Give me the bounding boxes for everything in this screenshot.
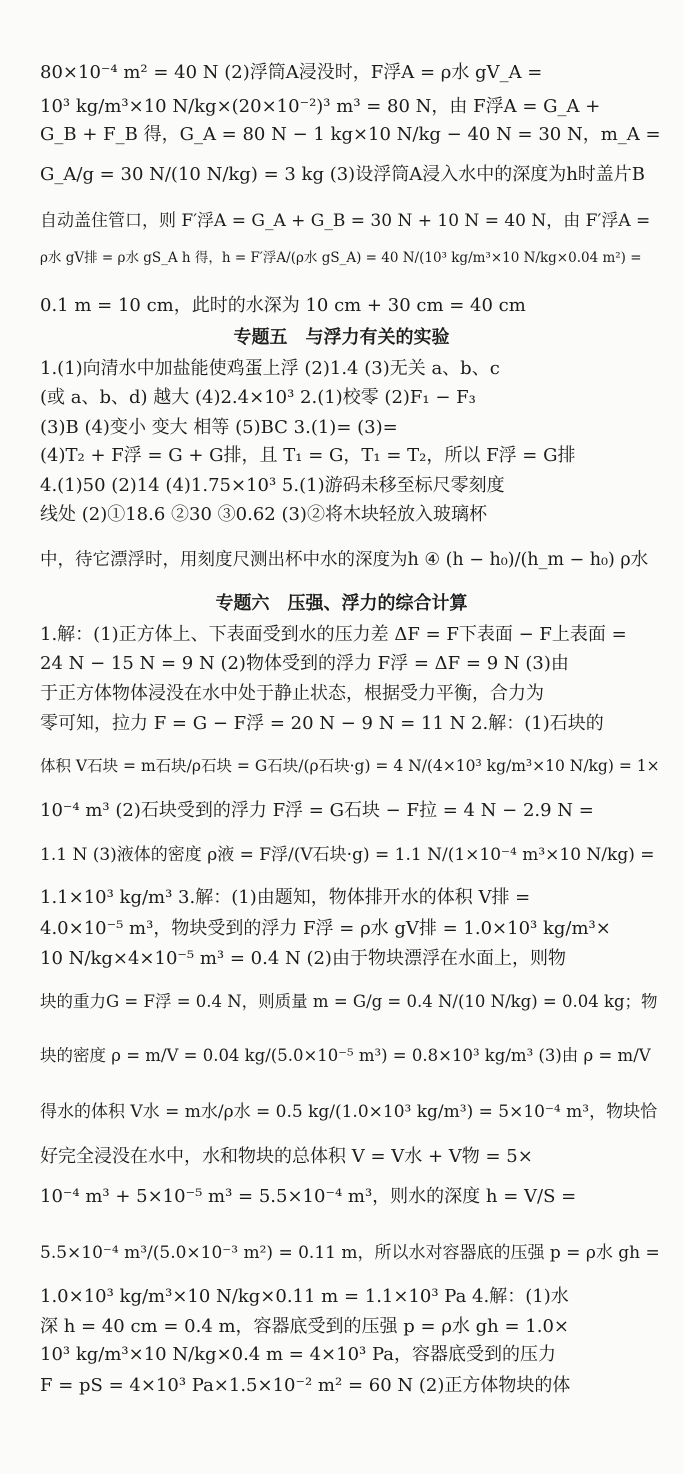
- section-heading-5: 专题五 与浮力有关的实验: [233, 327, 450, 348]
- text-line: 块的重力G = F浮 = 0.4 N，则质量 m = G/g = 0.4 N/(10 N/kg) = 0.04 kg；物: [40, 992, 658, 1011]
- text-line: 中，待它漂浮时，用刻度尺测出杯中水的深度为h ④ (h − h₀)/(h_m − h₀) ρ水: [40, 550, 649, 570]
- text-line: G_A/g = 30 N/(10 N/kg) = 3 kg (3)设浮筒A浸入水中的深度为h时盖片B: [40, 164, 646, 185]
- text-line: 块的密度 ρ = m/V = 0.04 kg/(5.0×10⁻⁵ m³) = 0.8×10³ kg/m³ (3)由 ρ = m/V: [40, 1046, 651, 1065]
- text-line: 0.1 m = 10 cm，此时的水深为 10 cm + 30 cm = 40 cm: [40, 295, 526, 316]
- text-line: 80×10⁻⁴ m² = 40 N (2)浮筒A浸没时，F浮A = ρ水 gV_A =: [40, 62, 543, 83]
- text-line: 于正方体物体浸没在水中处于静止状态，根据受力平衡，合力为: [40, 683, 544, 704]
- text-line: 深 h = 40 cm = 0.4 m，容器底受到的压强 p = ρ水 gh = 1.0×: [40, 1316, 569, 1337]
- text-line: 10⁻⁴ m³ (2)石块受到的浮力 F浮 = G石块 − F拉 = 4 N − 2.9 N =: [40, 800, 594, 821]
- text-line: 好完全浸没在水中，水和物块的总体积 V = V水 + V物 = 5×: [40, 1146, 533, 1167]
- text-line: (4)T₂ + F浮 = G + G排，且 T₁ = G，T₁ = T₂，所以 F浮 = G排: [40, 445, 576, 466]
- text-line: 1.1 N (3)液体的密度 ρ液 = F浮/(V石块·g) = 1.1 N/(1×10⁻⁴ m³×10 N/kg) =: [40, 845, 655, 865]
- text-line: 得水的体积 V水 = m水/ρ水 = 0.5 kg/(1.0×10³ kg/m³) = 5×10⁻⁴ m³，物块恰: [40, 1102, 658, 1122]
- text-line: 1.0×10³ kg/m³×10 N/kg×0.11 m = 1.1×10³ Pa 4.解：(1)水: [40, 1286, 569, 1307]
- text-line: 4.0×10⁻⁵ m³，物块受到的浮力 F浮 = ρ水 gV排 = 1.0×10³ kg/m³×: [40, 918, 611, 939]
- text-line: 5.5×10⁻⁴ m³/(5.0×10⁻³ m²) = 0.11 m，所以水对容器底的压强 p = ρ水 gh =: [40, 1243, 660, 1263]
- text-line: 自动盖住管口，则 F′浮A = G_A + G_B = 30 N + 10 N = 40 N，由 F′浮A =: [40, 211, 651, 231]
- text-line: 零可知，拉力 F = G − F浮 = 20 N − 9 N = 11 N 2.解：(1)石块的: [40, 713, 604, 734]
- text-line: G_B + F_B 得，G_A = 80 N − 1 kg×10 N/kg − 40 N = 30 N，m_A =: [40, 124, 661, 145]
- text-line: 1.(1)向清水中加盐能使鸡蛋上浮 (2)1.4 (3)无关 a、b、c: [40, 358, 500, 379]
- text-line: ρ水 gV排 = ρ水 gS_A h 得，h = F′浮A/(ρ水 gS_A) = 40 N/(10³ kg/m³×10 N/kg×0.04 m²) =: [40, 250, 642, 266]
- text-line: (3)B (4)变小 变大 相等 (5)BC 3.(1)= (3)=: [40, 417, 398, 438]
- text-line: (或 a、b、d) 越大 (4)2.4×10³ 2.(1)校零 (2)F₁ − F₃: [40, 387, 476, 408]
- text-line: 10 N/kg×4×10⁻⁵ m³ = 0.4 N (2)由于物块漂浮在水面上，则物: [40, 948, 566, 969]
- text-line: 线处 (2)①18.6 ②30 ③0.62 (3)②将木块轻放入玻璃杯: [40, 504, 487, 525]
- text-line: 10³ kg/m³×10 N/kg×0.4 m = 4×10³ Pa，容器底受到的压力: [40, 1344, 557, 1365]
- text-line: F = pS = 4×10³ Pa×1.5×10⁻² m² = 60 N (2)正方体物块的体: [40, 1375, 571, 1396]
- text-line: 1.解：(1)正方体上、下表面受到水的压力差 ΔF = F下表面 − F上表面 =: [40, 624, 627, 645]
- section-heading-6: 专题六 压强、浮力的综合计算: [215, 593, 468, 614]
- text-line: 10³ kg/m³×10 N/kg×(20×10⁻²)³ m³ = 80 N，由 F浮A = G_A +: [40, 96, 601, 117]
- text-line: 4.(1)50 (2)14 (4)1.75×10³ 5.(1)游码未移至标尺零刻度: [40, 475, 505, 496]
- text-line: 10⁻⁴ m³ + 5×10⁻⁵ m³ = 5.5×10⁻⁴ m³，则水的深度 h = V/S =: [40, 1186, 577, 1207]
- text-line: 体积 V石块 = m石块/ρ石块 = G石块/(ρ石块·g) = 4 N/(4×10³ kg/m³×10 N/kg) = 1×: [40, 757, 660, 775]
- text-line: 24 N − 15 N = 9 N (2)物体受到的浮力 F浮 = ΔF = 9 N (3)由: [40, 653, 569, 674]
- text-line: 1.1×10³ kg/m³ 3.解：(1)由题知，物体排开水的体积 V排 =: [40, 887, 531, 908]
